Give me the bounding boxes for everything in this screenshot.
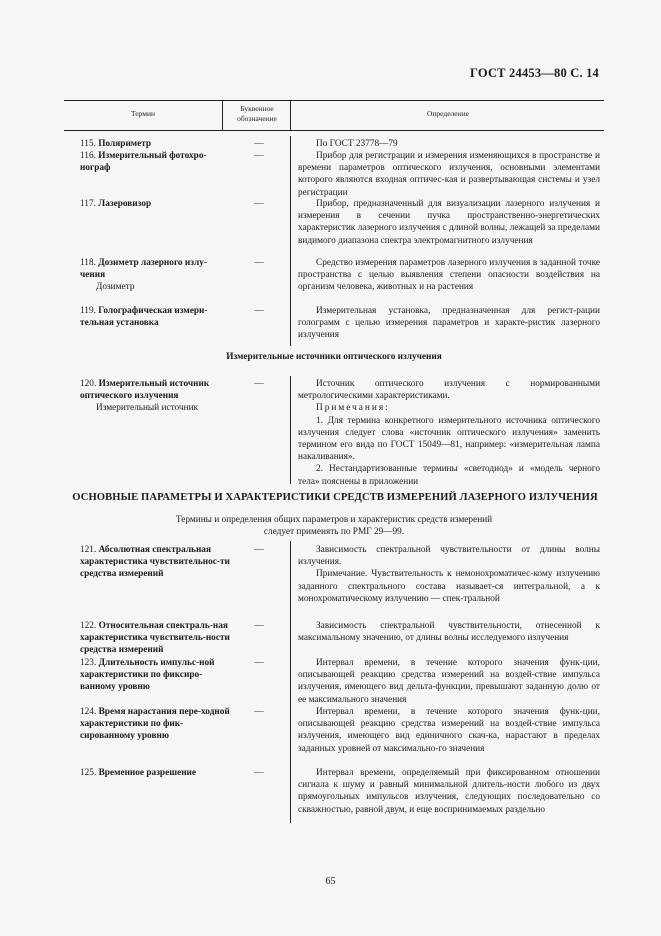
definition-column-line bbox=[290, 136, 291, 346]
term-definition: Интервал времени, в течение которого значения функ-ции, описывающей реакцию средства измерений на воздей-ствие импульса излучения, имеющего вид единичного скач-ка, нарастают в пределах заданных уровней от максимально-го значения bbox=[298, 707, 600, 754]
term-name: Длительность импульс-ной характеристики по фиксиро-ванному уровню bbox=[80, 658, 215, 693]
term-definition: Интервал времени, в течение которого значения функ-ции, описывающей реакцию средства измерений на воздей-ствие импульса излучения, имеющего вид дельта-функции, превышают заданную долю от ее максимального значения bbox=[298, 658, 600, 705]
abbr-dash: — bbox=[254, 379, 264, 389]
abbr-dash: — bbox=[254, 151, 264, 161]
note-heading: Примечания: bbox=[316, 403, 390, 414]
term-definition: По ГОСТ 23778—79 bbox=[316, 139, 398, 149]
column-head-definition: Определение bbox=[427, 109, 469, 118]
page-number: 65 bbox=[325, 876, 336, 887]
column-head-term: Термин bbox=[130, 109, 156, 118]
definition-column-line bbox=[290, 376, 291, 484]
term-name: Абсолютная спектральная характеристика чувствительнос-ти средства измерений bbox=[80, 545, 230, 580]
abbr-dash: — bbox=[254, 306, 264, 316]
term-name: Дозиметр лазерного излу-чения bbox=[80, 258, 207, 281]
term-name: Голографическая измери-тельная установка bbox=[80, 306, 208, 329]
abbr-dash: — bbox=[254, 707, 264, 717]
term-definition: Интервал времени, определяемый при фиксированном отношении сигнала к шуму и равный минимальной длитель-ности любого из двух прямоугольных импульсов излучения, следующих последовательно со скважностью, равной двум, и еще воспринимаемых раздельно bbox=[298, 768, 600, 815]
abbr-dash: — bbox=[254, 658, 264, 668]
section-heading: Измерительные источники оптического излучения bbox=[226, 352, 442, 362]
term-synonym: Измерительный источник bbox=[96, 403, 199, 414]
term-name: Поляриметр bbox=[98, 139, 152, 149]
abbr-dash: — bbox=[254, 621, 264, 631]
table-head-rule bbox=[64, 130, 604, 131]
term-name: Измерительный источник оптического излучения bbox=[80, 379, 210, 402]
term-name: Временное разрешение bbox=[98, 768, 197, 778]
abbr-dash: — bbox=[254, 545, 264, 555]
term-definition: Измерительная установка, предназначенная для регист-рации голограмм с целью измерения параметров и характе-ристик лазерного излучения bbox=[298, 306, 600, 341]
term-synonym: Дозиметр bbox=[96, 282, 135, 293]
abbr-dash: — bbox=[254, 768, 264, 778]
term-name: Относительная спектраль-ная характеристика чувствитель-ности средства измерений bbox=[80, 621, 230, 656]
page-header: ГОСТ 24453—80 С. 14 bbox=[470, 66, 599, 80]
main-section-title: ОСНОВНЫЕ ПАРАМЕТРЫ И ХАРАКТЕРИСТИКИ СРЕДСТВ ИЗМЕРЕНИЙ ЛАЗЕРНОГО ИЗЛУЧЕНИЯ bbox=[72, 492, 598, 503]
term-definition: Прибор для регистрации и измерения изменяющихся в пространстве и времени параметров оптического излучения, основными элементами которого являются входная оптичес-кая и развертывающая системы и узел регистрации bbox=[298, 151, 600, 198]
table-top-rule bbox=[64, 100, 604, 101]
section-intro: Термины и определения общих параметров и характеристик средств измерений следует применять по РМГ 29—99. bbox=[175, 515, 493, 538]
column-divider bbox=[290, 100, 291, 130]
term-definition: Средство измерения параметров лазерного излучения в заданной точке пространства с целью выявления степени опасности воздействия на организм человека, животных и на растения bbox=[298, 258, 600, 293]
term-definition: Прибор, предназначенный для визуализации лазерного излучения и измерения в сечении пучка пространственно-энергетических характеристик лазерного излучения с длиной волны, лежащей за пределами видимого диапазона спектра электромагнитного излучения bbox=[298, 199, 600, 246]
term-definition: Источник оптического излучения с нормированными метрологическими характеристиками. Примечания: 1. Для термина конкретного измерительного источника оптического излучения следует слова «источник оптического излучения» заменить термином его вида по ГОСТ 15049—81, например: «измерительная лампа накаливания». 2. Нестандартизованные термины «светодиод» и «модель черного тела» пояснены в приложении bbox=[298, 379, 600, 487]
term-label: 124. Время нарастания пере-ходной характеристики по фик-сированному уровню bbox=[80, 707, 230, 742]
abbr-dash: — bbox=[254, 199, 264, 209]
abbr-dash: — bbox=[254, 139, 264, 149]
term-label: 119. Голографическая измери-тельная установка bbox=[80, 306, 208, 329]
term-label: 115. Поляриметр bbox=[80, 139, 152, 149]
column-head-abbr: Буквенное обозначение bbox=[237, 104, 277, 123]
term-definition: Зависимость спектральной чувствительности от длины волны излучения. Примечание. Чувствительность к немонохроматичес-кому излучению заданного спектрального состава называет-ся интегральной, а к монохроматическому излучению — спек-тральной bbox=[298, 545, 600, 604]
term-name: Лазеровизор bbox=[98, 199, 152, 209]
term-label: 122. Относительная спектраль-ная характеристика чувствитель-ности средства измерений bbox=[80, 621, 230, 656]
column-divider bbox=[222, 100, 223, 130]
term-label: 121. Абсолютная спектральная характеристика чувствительнос-ти средства измерений bbox=[80, 545, 230, 580]
term-name: Измерительный фотохро-нограф bbox=[80, 151, 207, 174]
term-label: 125. Временное разрешение bbox=[80, 768, 197, 778]
term-label: 123. Длительность импульс-ной характеристики по фиксиро-ванному уровню bbox=[80, 658, 215, 693]
definition-column-line bbox=[290, 541, 291, 823]
term-label: 116. Измерительный фотохро-нограф bbox=[80, 151, 207, 174]
note-text: Примечание. Чувствительность к немонохроматичес-кому излучению заданного спектрального состава называет-ся интегральной, а к монохроматическому излучению — спек-тральной bbox=[298, 569, 600, 604]
term-label: 117. Лазеровизор bbox=[80, 199, 152, 209]
term-label: 120. Измерительный источник оптического излучения Измерительный источник bbox=[64, 378, 230, 415]
term-name: Время нарастания пере-ходной характеристики по фик-сированному уровню bbox=[80, 707, 230, 742]
abbr-dash: — bbox=[254, 258, 264, 268]
term-label: 118. Дозиметр лазерного излу-чения Дозиметр bbox=[64, 257, 230, 294]
term-definition: Зависимость спектральной чувствительности, отнесенной к максимальному значению, от длины волны исследуемого излучения bbox=[298, 621, 600, 644]
